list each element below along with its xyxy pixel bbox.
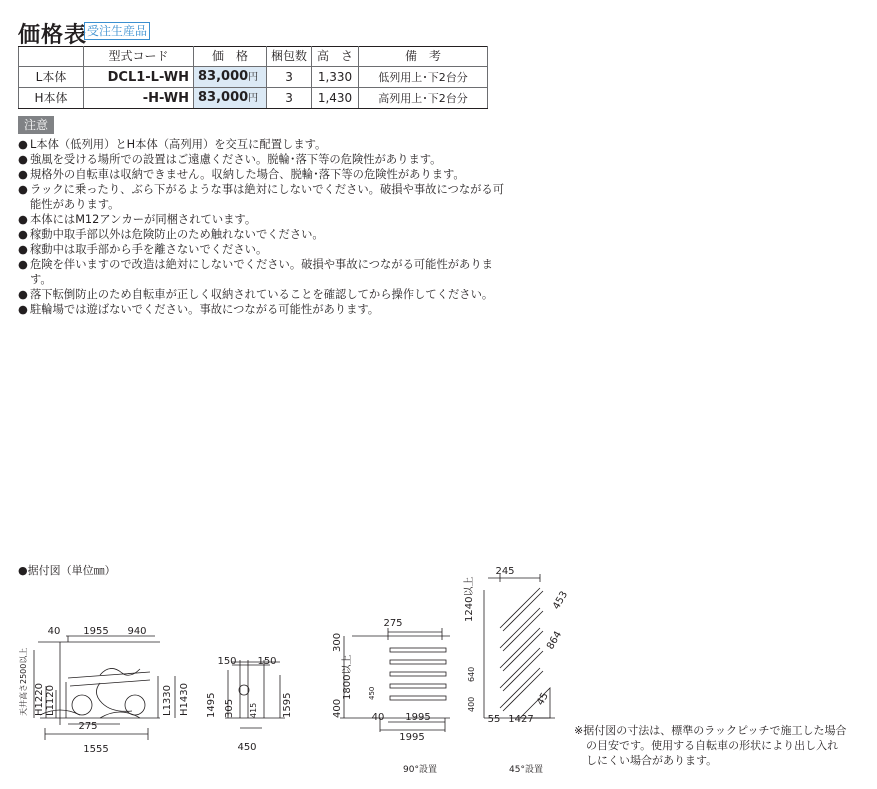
row-price bbox=[194, 88, 267, 109]
list-item bbox=[18, 212, 508, 227]
bullet-icon: ● bbox=[18, 243, 28, 256]
dim-45-245: 245 bbox=[495, 566, 515, 577]
note-text: 危険を伴いますので改造は絶対にしないでください。破損や事故につながる可能性があります。 bbox=[30, 258, 493, 286]
row-height: 1,330 bbox=[312, 67, 359, 88]
list-item bbox=[18, 182, 508, 212]
bullet-icon: ● bbox=[18, 168, 28, 181]
row-height: 1,430 bbox=[312, 88, 359, 109]
row-pack: 3 bbox=[267, 88, 312, 109]
dim-front-305: 305 bbox=[224, 698, 235, 718]
table-row bbox=[19, 88, 488, 109]
footnote-line-1: ※据付図の寸法は、標準のラックピッチで施工した場合 bbox=[574, 724, 847, 737]
dim-front-150b: 150 bbox=[257, 656, 277, 667]
header-price: 価 格 bbox=[194, 47, 267, 67]
dim-45-1427: 1427 bbox=[508, 714, 534, 725]
bullet-icon: ● bbox=[18, 303, 28, 316]
row-price bbox=[194, 67, 267, 88]
dim-side-l1330: L1330 bbox=[162, 684, 173, 716]
bullet-icon: ● bbox=[18, 213, 28, 226]
dim-side-275: 275 bbox=[78, 721, 98, 732]
notes-heading: 注意 bbox=[18, 116, 54, 134]
dim-90-450s: 450 bbox=[368, 686, 376, 700]
dim-90-1800: 1800以上 bbox=[342, 654, 353, 700]
dim-front-150a: 150 bbox=[217, 656, 237, 667]
row-note: 高列用上･下2台分 bbox=[359, 88, 488, 109]
note-text: 駐輪場では遊ばないでください。事故につながる可能性があります。 bbox=[30, 303, 380, 316]
note-text: 落下転倒防止のため自転車が正しく収納されていることを確認してから操作してください。 bbox=[30, 288, 494, 301]
installation-diagram-label: ●据付図（単位㎜） bbox=[18, 564, 116, 577]
header-note: 備 考 bbox=[359, 47, 488, 67]
list-item bbox=[18, 302, 508, 317]
dim-45-400: 400 bbox=[467, 696, 476, 712]
yen-unit: 円 bbox=[248, 93, 259, 104]
dim-front-415: 415 bbox=[249, 702, 258, 718]
dim-90-400: 400 bbox=[332, 698, 343, 718]
header-code: 型式コード bbox=[84, 47, 194, 67]
price-value: 83,000 bbox=[198, 90, 249, 105]
dim-side-1555: 1555 bbox=[83, 744, 109, 755]
list-item bbox=[18, 137, 508, 152]
page-title: 価格表 bbox=[18, 23, 88, 48]
row-note: 低列用上･下2台分 bbox=[359, 67, 488, 88]
dim-45-55: 55 bbox=[487, 714, 501, 725]
table-header-row bbox=[19, 47, 488, 67]
dim-side-40: 40 bbox=[47, 626, 61, 637]
list-item bbox=[18, 287, 508, 302]
dim-90-1995a: 1995 bbox=[405, 712, 431, 723]
row-type: L本体 bbox=[19, 67, 84, 88]
footnote-line-3: しにくい場合があります。 bbox=[586, 754, 718, 767]
row-type: H本体 bbox=[19, 88, 84, 109]
row-code: DCL1-L-WH bbox=[84, 67, 194, 88]
caption-90: 90°設置 bbox=[403, 765, 437, 775]
header-pack: 梱包数 bbox=[267, 47, 312, 67]
list-item bbox=[18, 152, 508, 167]
table-row bbox=[19, 67, 488, 88]
bullet-icon: ● bbox=[18, 183, 28, 196]
dim-side-l1120: L1120 bbox=[45, 684, 56, 716]
dim-45-453: 453 bbox=[551, 589, 571, 612]
dim-90-40: 40 bbox=[371, 712, 385, 723]
note-text: ラックに乗ったり、ぶら下がるような事は絶対にしないでください。破損や事故につながる可能性があります。 bbox=[30, 183, 505, 211]
dim-side-ceiling: 天井高さ2500以上 bbox=[19, 647, 28, 716]
bullet-icon: ● bbox=[18, 153, 28, 166]
note-text: L本体（低列用）とH本体（高列用）を交互に配置します。 bbox=[30, 138, 327, 151]
note-text: 稼動中取手部以外は危険防止のため触れないでください。 bbox=[30, 228, 324, 241]
dim-90-300: 300 bbox=[332, 632, 343, 652]
dim-side-940: 940 bbox=[127, 626, 147, 637]
yen-unit: 円 bbox=[248, 72, 259, 83]
list-item bbox=[18, 257, 508, 287]
made-to-order-badge: 受注生産品 bbox=[84, 22, 150, 40]
dim-side-h1430: H1430 bbox=[179, 683, 190, 716]
header-height: 高 さ bbox=[312, 47, 359, 67]
notes-list bbox=[18, 137, 508, 317]
list-item bbox=[18, 227, 508, 242]
dim-side-h1220: H1220 bbox=[34, 683, 45, 716]
header-type bbox=[19, 47, 84, 67]
dim-45-45: 45 bbox=[535, 690, 551, 708]
list-item bbox=[18, 167, 508, 182]
bullet-icon: ● bbox=[18, 288, 28, 301]
caption-45: 45°設置 bbox=[509, 765, 543, 775]
bullet-icon: ● bbox=[18, 258, 28, 271]
dim-45-864: 864 bbox=[545, 629, 565, 652]
dim-front-1595: 1595 bbox=[282, 692, 293, 718]
note-text: 稼動中は取手部から手を離さないでください。 bbox=[30, 243, 268, 256]
note-text: 強風を受ける場所での設置はご遠慮ください。脱輪･落下等の危険性があります。 bbox=[30, 153, 442, 166]
dim-front-1495: 1495 bbox=[206, 692, 217, 718]
row-code: -H-WH bbox=[84, 88, 194, 109]
footnote-line-2: の目安です。使用する自転車の形状により出し入れ bbox=[586, 739, 839, 752]
note-text: 規格外の自転車は収納できません。収納した場合、脱輪･落下等の危険性があります。 bbox=[30, 168, 465, 181]
dim-45-640: 640 bbox=[467, 666, 476, 682]
price-value: 83,000 bbox=[198, 69, 249, 84]
dim-45-1240: 1240以上 bbox=[464, 576, 475, 622]
row-pack: 3 bbox=[267, 67, 312, 88]
dim-90-275: 275 bbox=[383, 618, 403, 629]
price-table bbox=[18, 46, 488, 109]
note-text: 本体にはM12アンカーが同梱されています。 bbox=[30, 213, 257, 226]
dim-side-1955: 1955 bbox=[83, 626, 109, 637]
list-item bbox=[18, 242, 508, 257]
bullet-icon: ● bbox=[18, 228, 28, 241]
dim-front-450: 450 bbox=[237, 742, 257, 753]
plan-90-view bbox=[340, 628, 450, 732]
bullet-icon: ● bbox=[18, 138, 28, 151]
dim-90-1995b: 1995 bbox=[399, 732, 425, 743]
installation-footnote bbox=[574, 723, 864, 768]
